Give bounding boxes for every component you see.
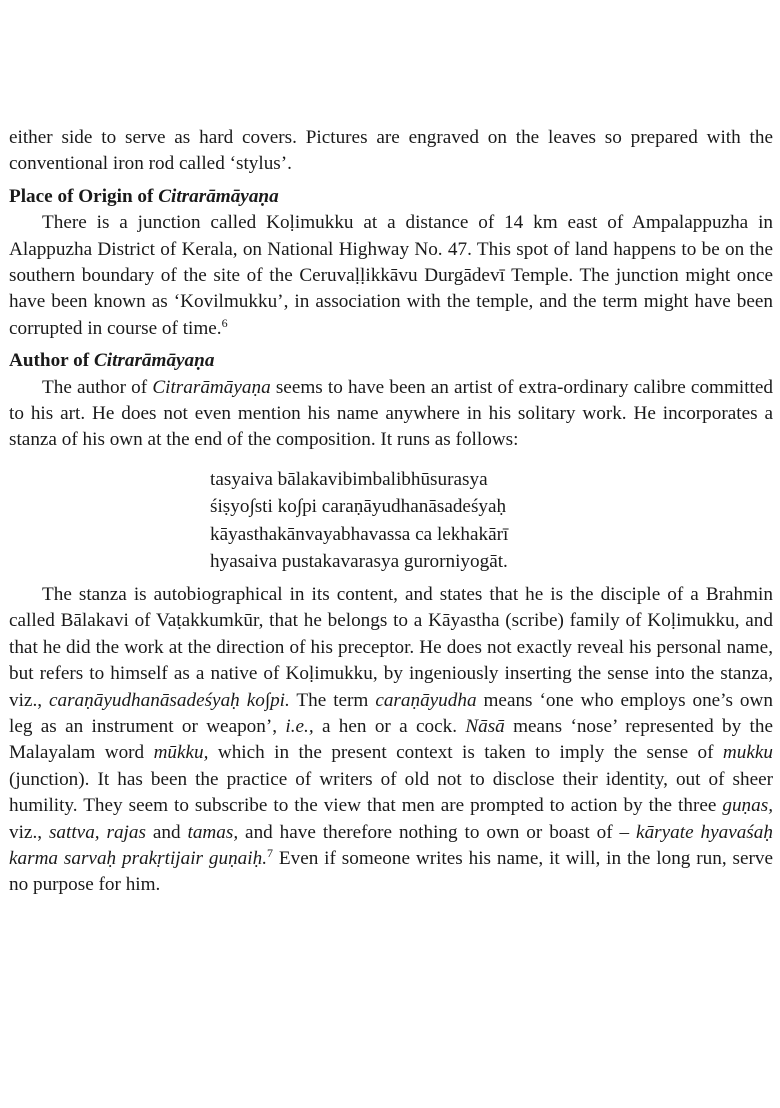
heading-text: Author of (9, 350, 94, 372)
italic-term: caraṇāyudha (375, 689, 477, 711)
body-text (9, 125, 773, 899)
heading-italic-title: Citrarāmāyaṇa (158, 185, 279, 207)
italic-term: i.e., (285, 715, 314, 737)
paragraph-text: There is a junction called Koḷimukku at a distance of 14 km east of Ampalappuzha in Alappuzha District of Kerala, on National Highway No. 47. This spot of land happens to be on the southern boundary of the site of the Ceruvaḷḷikkāvu Durgādevī Temple. The junction might once have been known as ‘Kovilmukku’, in association with the temple, and the term might have been corrupted in course of time. (9, 212, 773, 339)
section-heading-place-of-origin (9, 184, 773, 210)
stanza-explanation-paragraph (9, 582, 773, 899)
text: viz., (9, 821, 49, 843)
paragraph-text: The author of (42, 376, 153, 398)
italic-term: Nāsā (465, 715, 505, 737)
footnote-marker-7: 7 (267, 845, 273, 860)
italic-term: guṇas, (722, 795, 773, 817)
italic-term: caraṇāyudhanāsadeśyaḥ ko∫pi. (48, 689, 290, 711)
text: and (145, 821, 188, 843)
italic-term: mukku (722, 742, 773, 764)
text: means ‘one who employs one’s own leg as an instrument or weapon’, (9, 689, 773, 737)
author-paragraph (9, 375, 773, 454)
heading-text: Place of Origin of (9, 185, 159, 207)
text: which in the present context is taken to imply the sense of (208, 742, 723, 764)
heading-italic-title: Citrarāmāyaṇa (93, 350, 215, 372)
stanza-line: kāyasthakānvayabhavassa ca lekhakārī (210, 523, 509, 545)
italic-term: tamas, (187, 821, 239, 843)
stanza-line: tasyaiva bālakavibimbalibhūsurasya (210, 468, 488, 490)
footnote-marker-6: 6 (221, 315, 228, 330)
italic-term: mūkku, (153, 742, 209, 764)
sanskrit-stanza (210, 466, 773, 576)
text: means ‘nose’ represented by the Malayalam word (9, 715, 773, 764)
stanza-line: hyasaiva pustakavarasya gurorniyogāt. (210, 551, 508, 573)
section-heading-author (9, 348, 773, 374)
italic-quote: kāryate hyavaśaḥ karma sarvaḥ prakṛtijair guṇaiḥ. (9, 821, 773, 869)
text: Even if someone writes his name, it will, in the long run, serve no purpose for him. (9, 847, 773, 896)
text: (junction). It has been the practice of writers of old not to disclose their identity, out of sheer humility. They seem to subscribe to the view that men are prompted to action by the three (9, 768, 773, 817)
italic-title: Citrarāmāyaṇa (152, 376, 271, 398)
text: The term (289, 689, 376, 711)
text: The stanza is autobiographical in its content, and states that he is the disciple of a Brahmin called Bālakavi of Vaṭakkumkūr, that he belongs to a Kāyastha (scribe) family of Koḷimukku, and that he did the work at the direction of his preceptor. He does not exactly reveal his personal name, but refers to himself as a native of Koḷimukku, by ingeniously inserting the sense into the stanza, viz., (9, 583, 773, 711)
text: and have therefore nothing to own or boast of – (238, 821, 637, 843)
italic-term: sattva, rajas (48, 821, 146, 843)
paragraph-text: seems to have been an artist of extra-ordinary calibre committed to his art. He does not even mention his name anywhere in his solitary work. He incorporates a stanza of his own at the end of the composition. It runs as follows: (9, 376, 773, 451)
place-of-origin-paragraph (9, 210, 773, 342)
intro-paragraph-end: either side to serve as hard covers. Pictures are engraved on the leaves so prepared with the conventional iron rod called ‘stylus’. (9, 127, 773, 175)
stanza-line: śiṣyo∫sti ko∫pi caraṇāyudhanāsadeśyaḥ (210, 496, 507, 518)
text: a hen or a cock. (313, 715, 466, 737)
